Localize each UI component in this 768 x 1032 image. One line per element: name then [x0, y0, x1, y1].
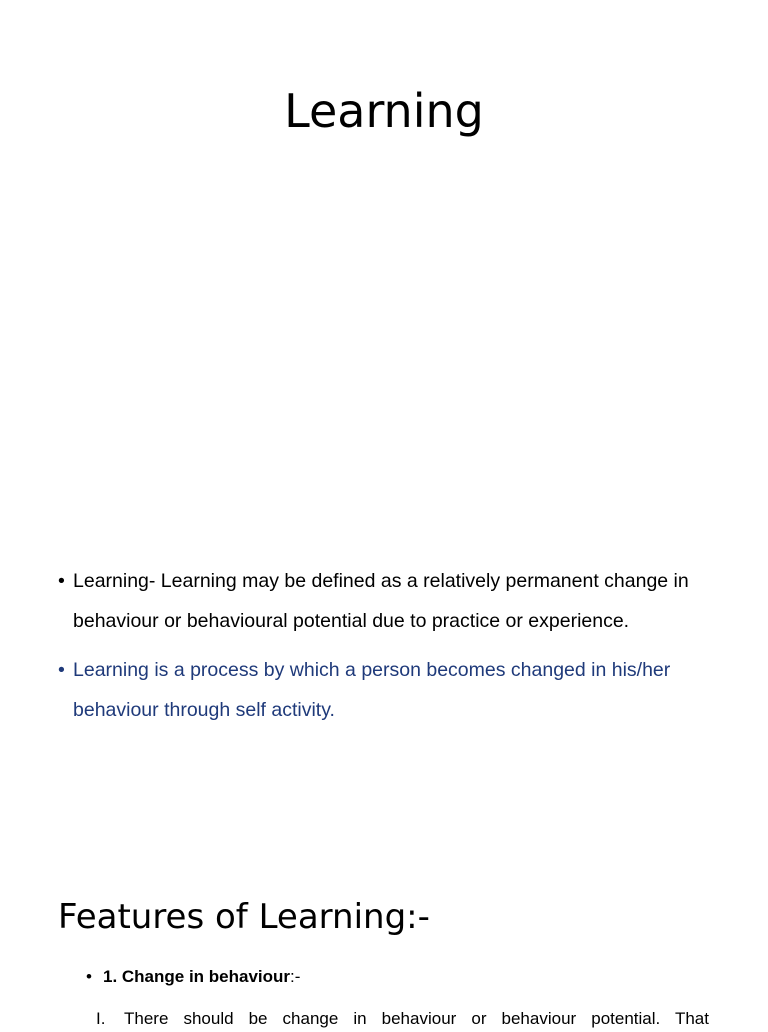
process-text: Learning is a process by which a person becomes changed in his/her behaviour through self activity. — [73, 659, 671, 721]
feature-item — [96, 1006, 709, 1032]
feature-sub-bullet — [86, 964, 300, 990]
feature-label-suffix: :- — [290, 967, 301, 986]
definition-bullet-list — [58, 561, 708, 739]
definition-bullet — [58, 561, 708, 641]
bullet-marker: • — [58, 659, 65, 681]
process-bullet — [58, 650, 708, 730]
item-number: I. — [96, 1009, 106, 1028]
feature-label: 1. Change in behaviour — [103, 967, 291, 986]
definition-text: Learning- Learning may be defined as a relatively permanent change in behaviour or behavioural potential due to practice or experience. — [73, 570, 689, 632]
bullet-marker: • — [86, 967, 92, 986]
item-text: There should be change in behaviour or behaviour potential. That — [124, 1009, 709, 1028]
slide-title: Learning — [284, 84, 484, 138]
bullet-marker: • — [58, 570, 65, 592]
features-heading: Features of Learning:- — [58, 897, 430, 937]
